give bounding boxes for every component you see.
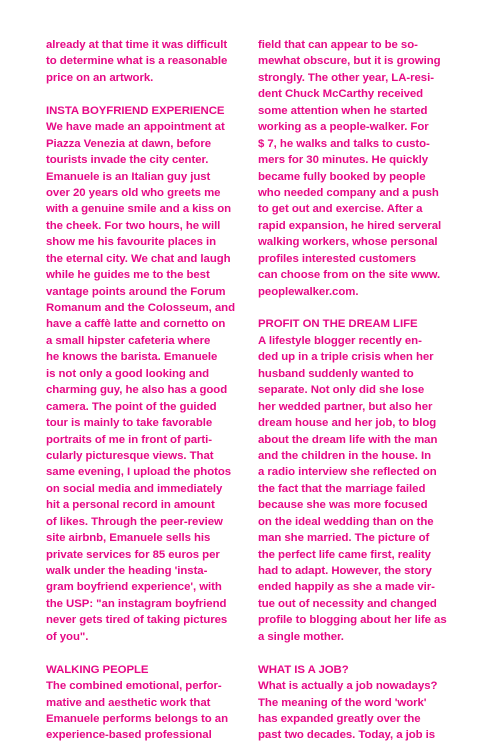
text-line: who needed company and a push — [258, 186, 439, 199]
paragraph-spacer — [258, 300, 458, 316]
text-line: the eternal city. We chat and laugh — [46, 252, 231, 265]
section-heading-walking-people: WALKING PEOPLE — [46, 663, 149, 676]
text-line: walk under the heading 'insta- — [46, 565, 208, 577]
paragraph — [46, 119, 246, 645]
text-line: the USP: "an instagram boyfriend — [46, 597, 227, 610]
paragraph — [258, 678, 458, 744]
text-line: What is actually a job nowadays? — [258, 680, 438, 693]
text-line: Romanum and the Colosseum, and — [46, 302, 235, 314]
text-line: the perfect life came first, reality — [258, 548, 431, 561]
text-line: had to adapt. However, the story — [258, 565, 432, 577]
text-line: a single mother. — [258, 630, 344, 643]
text-line: vantage points around the Forum — [46, 285, 226, 298]
text-line: past two decades. Today, a job is — [258, 729, 436, 742]
text-line: and the children in the house. In — [258, 449, 432, 462]
text-line: camera. The point of the guided — [46, 400, 217, 413]
text-line: her wedded partner, but also her — [258, 400, 433, 413]
paragraph — [258, 37, 458, 300]
text-line: peoplewalker.com. — [258, 285, 359, 298]
text-line: while he guides me to the best — [46, 269, 210, 282]
text-line: is not only a good looking and — [46, 367, 210, 380]
text-line: dent Chuck McCarthy received — [258, 88, 424, 101]
text-line: working as a people-walker. For — [258, 121, 429, 134]
text-line: he knows the barista. Emanuele — [46, 351, 218, 364]
text-line: cularly picturesque views. That — [46, 449, 214, 462]
text-line: Piazza Venezia at dawn, before — [46, 137, 211, 150]
text-line: separate. Not only did she lose — [258, 384, 425, 397]
text-line: man she married. The picture of — [258, 532, 430, 545]
text-line: have a caffè latte and cornetto on — [46, 318, 226, 331]
text-line: the cheek. For two hours, he will — [46, 219, 221, 232]
text-line: site airbnb, Emanuele sells his — [46, 532, 211, 545]
left-text-column — [46, 37, 246, 744]
section-heading-insta-boyfriend-experience: INSTA BOYFRIEND EXPERIENCE — [46, 104, 225, 117]
text-line: gram boyfriend experience', with — [46, 581, 222, 594]
text-line: about the dream life with the man — [258, 433, 438, 446]
paragraph-spacer — [46, 86, 246, 102]
paragraph — [46, 678, 246, 744]
text-line: charming guy, he also has a good — [46, 384, 228, 397]
text-line: the fact that the marriage failed — [258, 482, 426, 495]
paragraph — [46, 37, 246, 86]
text-line: already at that time it was difficult — [46, 39, 228, 51]
text-line: field that can appear to be so- — [258, 39, 418, 51]
text-line: husband suddenly wanted to — [258, 367, 414, 380]
text-line: never gets tired of taking pictures — [46, 614, 228, 627]
text-line: a radio interview she reflected on — [258, 466, 437, 479]
text-line: Emanuele performs belongs to an — [46, 712, 229, 725]
paragraph-spacer — [46, 645, 246, 661]
text-line: The combined emotional, perfor- — [46, 680, 222, 693]
text-line: on social media and immediately — [46, 482, 223, 495]
text-line: $ 7, he walks and talks to custo- — [258, 137, 430, 150]
text-line: dream house and her job, to blog — [258, 417, 437, 430]
text-line: ended happily as she a made vir- — [258, 581, 435, 594]
text-line: We have made an appointment at — [46, 121, 225, 134]
text-line: walking workers, whose personal — [258, 236, 438, 249]
text-line: portraits of me in front of parti- — [46, 433, 212, 446]
text-line: experience-based professional — [46, 729, 212, 742]
text-line: to determine what is a reasonable — [46, 55, 228, 68]
text-line: show me his favourite places in — [46, 236, 216, 249]
text-line: some attention when he started — [258, 104, 428, 117]
text-line: over 20 years old who greets me — [46, 186, 221, 199]
paragraph — [258, 333, 458, 645]
text-line: a small hipster cafeteria where — [46, 334, 211, 347]
text-line: Emanuele is an Italian guy just — [46, 170, 211, 183]
text-line: price on an artwork. — [46, 71, 154, 84]
text-line: to get out and exercise. After a — [258, 203, 423, 216]
paragraph-spacer — [258, 645, 458, 661]
text-line: private services for 85 euros per — [46, 548, 220, 561]
text-line: became fully booked by people — [258, 170, 426, 183]
text-line: mers for 30 minutes. He quickly — [258, 154, 429, 167]
text-line: strongly. The other year, LA-resi- — [258, 71, 434, 84]
text-line: same evening, I upload the photos — [46, 466, 232, 479]
text-line: of you". — [46, 630, 89, 643]
text-line: mewhat obscure, but it is growing — [258, 55, 441, 68]
text-line: can choose from on the site www. — [258, 269, 441, 282]
right-text-column — [258, 37, 458, 744]
section-heading-profit-on-the-dream-life: PROFIT ON THE DREAM LIFE — [258, 318, 418, 331]
text-line: mative and aesthetic work that — [46, 696, 211, 709]
text-line: tue out of necessity and changed — [258, 597, 437, 610]
text-line: tourists invade the city center. — [46, 154, 209, 167]
text-line: hit a personal record in amount — [46, 499, 215, 512]
section-heading-what-is-a-job: WHAT IS A JOB? — [258, 663, 349, 676]
text-line: profiles interested customers — [258, 252, 417, 265]
text-line: because she was more focused — [258, 499, 428, 512]
text-line: profile to blogging about her life as — [258, 614, 447, 627]
text-line: rapid expansion, he hired serveral — [258, 219, 442, 232]
text-line: of likes. Through the peer-review — [46, 515, 223, 528]
text-line: on the ideal wedding than on the — [258, 515, 434, 528]
text-line: A lifestyle blogger recently en- — [258, 334, 422, 347]
text-line: with a genuine smile and a kiss on — [46, 203, 232, 216]
text-line: ded up in a triple crisis when her — [258, 351, 434, 364]
text-line: The meaning of the word 'work' — [258, 696, 427, 709]
text-line: tour is mainly to take favorable — [46, 417, 213, 430]
text-line: has expanded greatly over the — [258, 712, 421, 725]
